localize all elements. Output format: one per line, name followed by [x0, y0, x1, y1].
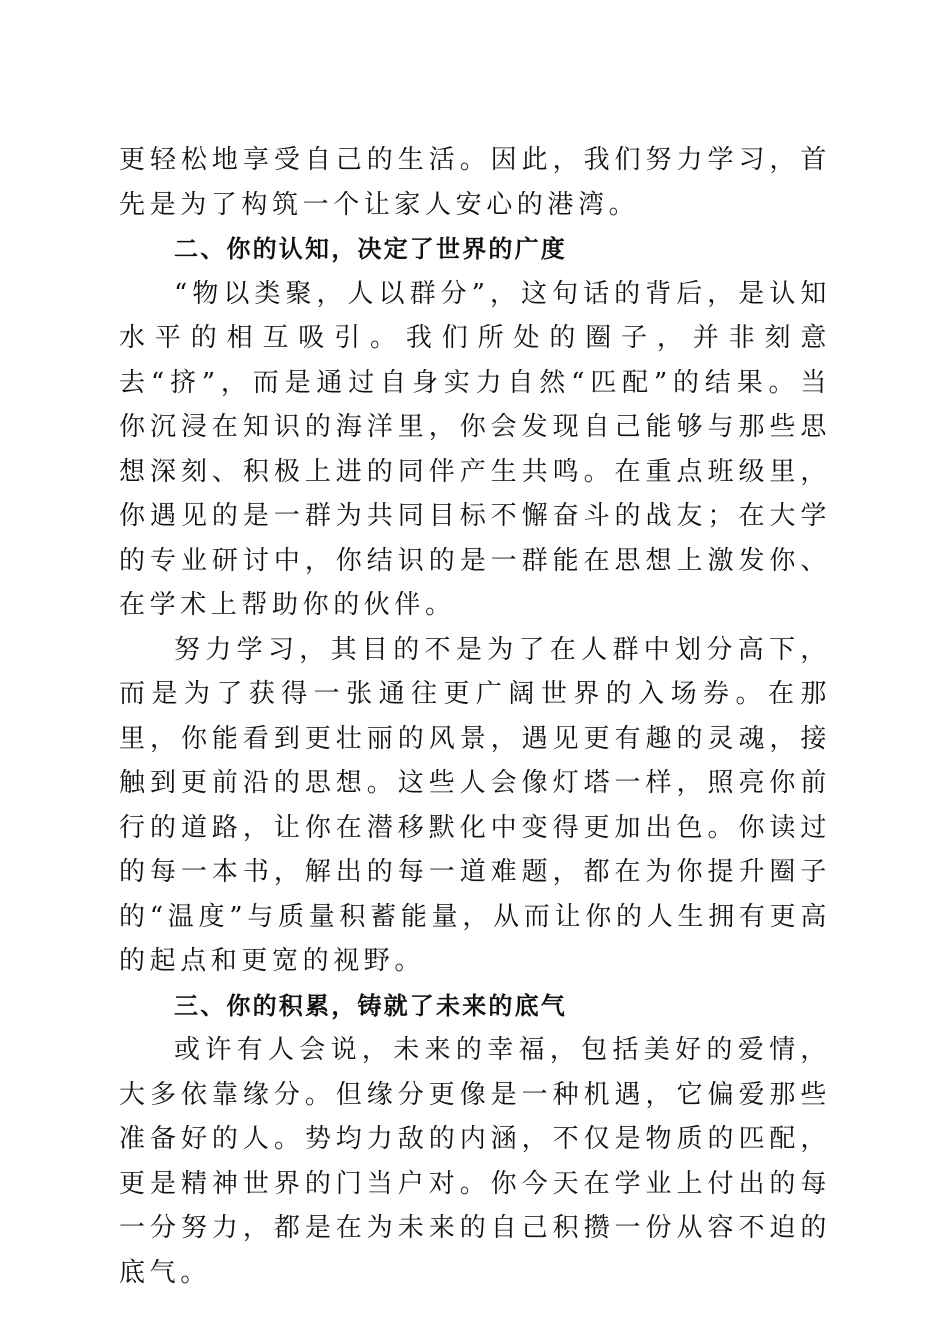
- section-three-heading: 三、你的积累，铸就了未来的底气: [174, 991, 567, 1020]
- section-two-paragraph-2: 努力学习，其目的不是为了在人群中划分高下，而是为了获得一张通往更广阔世界的入场券。在那里，你能看到更壮丽的风景，遇见更有趣的灵魂，接触到更前沿的思想。这些人会像灯塔一样，照亮你前行的道路，让你在潜移默化中变得更加出色。你读过的每一本书，解出的每一道难题，都在为你提升圈子的“温度”与质量积蓄能量，从而让你的人生拥有更高的起点和更宽的视野。: [119, 634, 831, 976]
- document-body: [119, 138, 831, 1295]
- section-two-paragraph-1: “物以类聚，人以群分”，这句话的背后，是认知水平的相互吸引。我们所处的圈子，并非刻意去“挤”，而是通过自身实力自然“匹配”的结果。当你沉浸在知识的海洋里，你会发现自己能够与那些思想深刻、积极上进的同伴产生共鸣。在重点班级里，你遇见的是一群为共同目标不懈奋斗的战友；在大学的专业研讨中，你结识的是一群能在思想上激发你、在学术上帮助你的伙伴。: [119, 278, 831, 620]
- section-three-paragraph-1: 或许有人会说，未来的幸福，包括美好的爱情，大多依靠缘分。但缘分更像是一种机遇，它偏爱那些准备好的人。势均力敌的内涵，不仅是物质的匹配，更是精神世界的门当户对。你今天在学业上付出的每一分努力，都是在为未来的自己积攒一份从容不迫的底气。: [119, 1035, 831, 1288]
- section-two-heading: 二、你的认知，决定了世界的广度: [174, 235, 567, 263]
- continued-paragraph: 更轻松地享受自己的生活。因此，我们努力学习，首先是为了构筑一个让家人安心的港湾。: [119, 145, 831, 220]
